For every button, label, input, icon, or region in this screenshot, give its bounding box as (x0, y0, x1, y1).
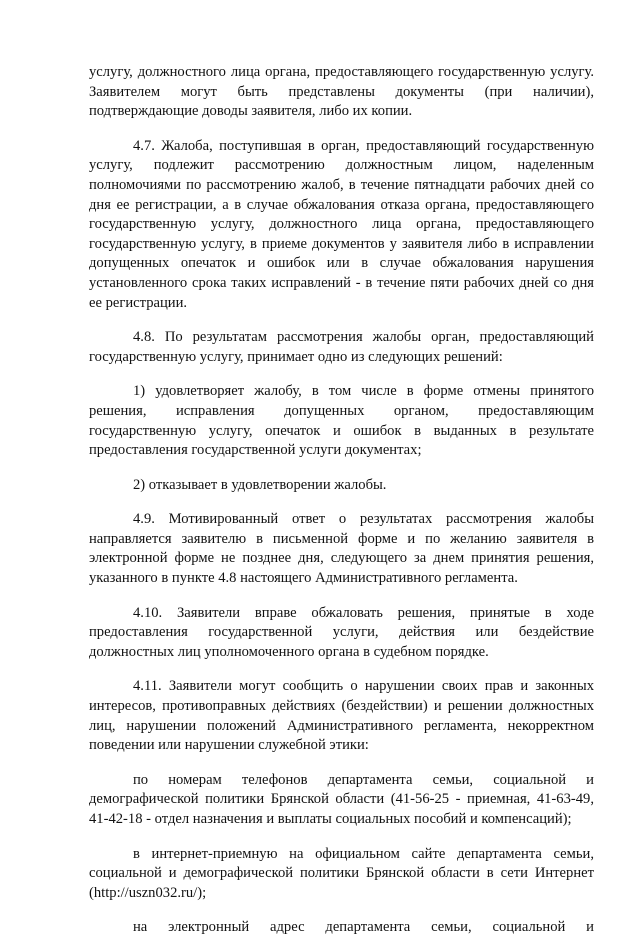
paragraph-4-7: 4.7. Жалоба, поступившая в орган, предоставляющий государственную услугу, подлежит рассмотрению должностным лицом, наделенным полномочиями по рассмотрению жалоб, в течение пятнадцати рабочих дней со дня ее регистрации, а в случае обжалования отказа органа, предоставляющего государственную услугу, должностного лица органа, предоставляющего государственную услугу, в приеме документов у заявителя либо в исправлении допущенных опечаток и ошибок или в случае обжалования нарушения установленного срока таких исправлений - в течение пяти рабочих дней со дня ее регистрации. (89, 137, 594, 311)
paragraph-website: в интернет-приемную на официальном сайте департамента семьи, социальной и демографической политики Брянской области в сети Интернет (http://uszn032.ru/); (89, 845, 594, 901)
paragraph-4-8: 4.8. По результатам рассмотрения жалобы орган, предоставляющий государственную услугу, принимает одно из следующих решений: (89, 329, 594, 365)
paragraph-4-8-item-2: 2) отказывает в удовлетворении жалобы. (133, 476, 387, 493)
paragraph-4-8-item-1: 1) удовлетворяет жалобу, в том числе в форме отмены принятого решения, исправления допущенных органом, предоставляющим государственную услугу, опечаток и ошибок в выданных в результате предоставления государственной услуги документах; (89, 383, 594, 459)
paragraph-phones: по номерам телефонов департамента семьи, социальной и демографической политики Брянской области (41-56-25 - приемная, 41-63-49, 41-42-18 - отдел назначения и выплаты социальных пособий и компенсаций); (89, 771, 594, 827)
paragraph-continuation: услугу, должностного лица органа, предоставляющего государственную услугу. Заявителем могут быть представлены документы (при наличии), подтверждающие доводы заявителя, либо их копии. (89, 64, 594, 120)
paragraph-4-9: 4.9. Мотивированный ответ о результатах рассмотрения жалобы направляется заявителю в письменной форме и по желанию заявителя в электронной форме не позднее дня, следующего за днем принятия решения, указанного в пункте 4.8 настоящего Административного регламента. (89, 511, 594, 587)
paragraph-4-11: 4.11. Заявители могут сообщить о нарушении своих прав и законных интересов, противоправных действиях (бездействии) и решении должностных лиц, нарушении положений Административного регламента, некорректном поведении или нарушении служебной этики: (89, 678, 594, 754)
paragraph-email: на электронный адрес департамента семьи, социальной и (133, 919, 594, 936)
paragraph-4-10: 4.10. Заявители вправе обжаловать решения, принятые в ходе предоставления государственной услуги, действия или бездействие должностных лиц уполномоченного органа в судебном порядке. (89, 604, 594, 660)
